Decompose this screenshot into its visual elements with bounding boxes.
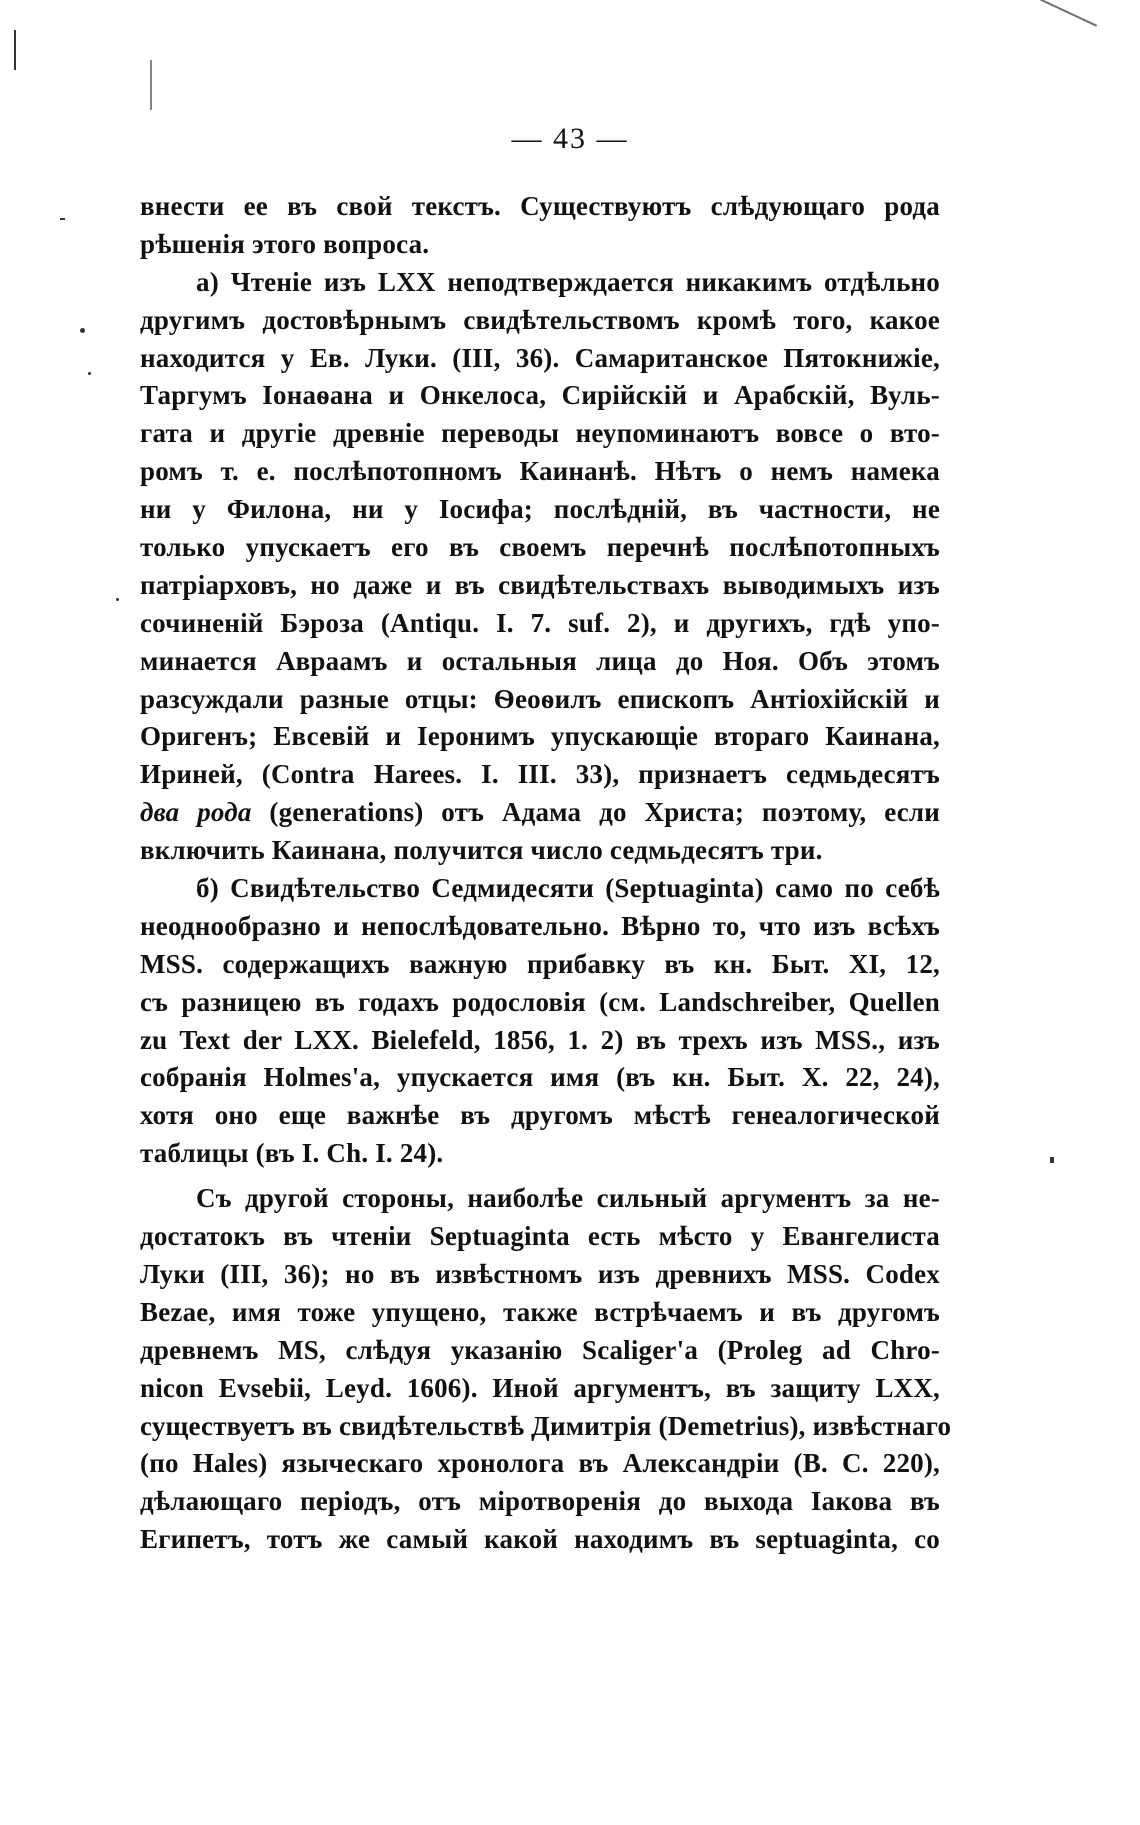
text-line: дѣлающаго періодъ, отъ міротворенія до выхода Іакова въ <box>140 1486 940 1517</box>
scan-dot-left-3 <box>88 372 91 375</box>
page-number: — 43 — <box>511 122 629 155</box>
text-line: только упускаетъ его въ своемъ перечнѣ послѣпотопныхъ <box>140 532 940 563</box>
text-line: включить Каинана, получится число седмьдесятъ три. <box>140 835 823 866</box>
text-line: zu Text der LXX. Bielefeld, 1856, 1. 2) въ трехъ изъ MSS., изъ <box>140 1024 940 1055</box>
text-line: рѣшенія этого вопроса. <box>140 228 430 259</box>
text-line: собранія Holmes'a, упускается имя (въ кн. Быт. X. 22, 24), <box>140 1062 940 1093</box>
text-line: б) Свидѣтельство Седмидесяти (Septuaginta) само по себѣ <box>196 873 940 904</box>
text-line: съ разницею въ годахъ родословія (см. Landschreiber, Quellen <box>140 986 940 1017</box>
text-line: разсуждали разные отцы: Ѳеоѳилъ епископъ Антіохійскій и <box>140 683 940 714</box>
text-line: неоднообразно и непослѣдовательно. Вѣрно то, что изъ всѣхъ <box>140 910 940 941</box>
text-line: ромъ т. е. послѣпотопномъ Каинанѣ. Нѣтъ о немъ намека <box>140 456 940 487</box>
text-line: хотя оно еще важнѣе въ другомъ мѣстѣ генеалогической <box>140 1100 940 1131</box>
text-line: MSS. содержащихъ важную прибавку въ кн. Быт. XI, 12, <box>140 948 940 979</box>
text-line: патріарховъ, но даже и въ свидѣтельствахъ выводимыхъ изъ <box>140 569 940 600</box>
text-line: достатокъ въ чтеніи Septuaginta есть мѣсто у Евангелиста <box>140 1221 940 1252</box>
scan-mark-top-left <box>14 30 16 70</box>
text-line: внести ее въ свой текстъ. Существуютъ слѣдующаго рода <box>140 191 940 221</box>
scan-mark-top-right <box>1033 0 1097 27</box>
text-line: ни у Филона, ни у Іосифа; послѣдній, въ частности, не <box>140 494 940 525</box>
text-line: Таргумъ Іонаѳана и Онкелоса, Сирійскій и Арабскій, Вуль- <box>140 380 940 411</box>
text-line: древнемъ MS, слѣдуя указанію Scaliger'a (Proleg ad Chro- <box>140 1334 940 1365</box>
text-line: Луки (III, 36); но въ извѣстномъ изъ древнихъ MSS. Codex <box>140 1258 940 1289</box>
text-line: Оригенъ; Евсевій и Іеронимъ упускающіе втораго Каинана, <box>140 721 940 752</box>
body-text <box>140 188 952 1559</box>
scan-dot-right-1 <box>1050 1157 1054 1163</box>
text-line: Египетъ, тотъ же самый какой находимъ въ septuaginta, со <box>140 1524 940 1555</box>
text-line: Съ другой стороны, наиболѣе сильный аргументъ за не- <box>196 1183 940 1214</box>
scan-dot-left-4 <box>116 598 119 601</box>
text-line: nicon Evsebii, Leyd. 1606). Иной аргументъ, въ защиту LXX, <box>140 1372 940 1403</box>
scan-dot-left-1 <box>60 218 65 220</box>
text-line: Ириней, (Contra Harees. I. III. 33), признаетъ седмьдесятъ <box>140 759 940 790</box>
text-line: существуетъ въ свидѣтельствѣ Димитрія (Demetrius), извѣстнаго <box>140 1410 952 1441</box>
text-line: гата и другіе древніе переводы неупоминаютъ вовсе о вто- <box>140 418 940 449</box>
text-line: сочиненій Бэроза (Antiqu. I. 7. suf. 2), и другихъ, гдѣ упо- <box>140 607 940 638</box>
text-line: а) Чтеніе изъ LXX неподтверждается никакимъ отдѣльно <box>196 266 940 297</box>
text-line: минается Авраамъ и остальныя лица до Ноя. Объ этомъ <box>140 645 940 676</box>
text-line: другимъ достовѣрнымъ свидѣтельствомъ кромѣ того, какое <box>140 304 940 335</box>
scan-mark-left <box>150 60 152 110</box>
scan-dot-left-2 <box>80 328 85 333</box>
text-line: таблицы (въ I. Ch. I. 24). <box>140 1138 444 1169</box>
text-line: (по Hales) языческаго хронолога въ Александріи (B. C. 220), <box>140 1448 940 1479</box>
text-line: Bezae, имя тоже упущено, также встрѣчаемъ и въ другомъ <box>140 1296 940 1327</box>
text-line: два рода (generations) отъ Адама до Христа; поэтому, если <box>140 797 940 828</box>
text-line: находится у Ев. Луки. (III, 36). Самаританское Пятокнижіе, <box>140 342 940 373</box>
